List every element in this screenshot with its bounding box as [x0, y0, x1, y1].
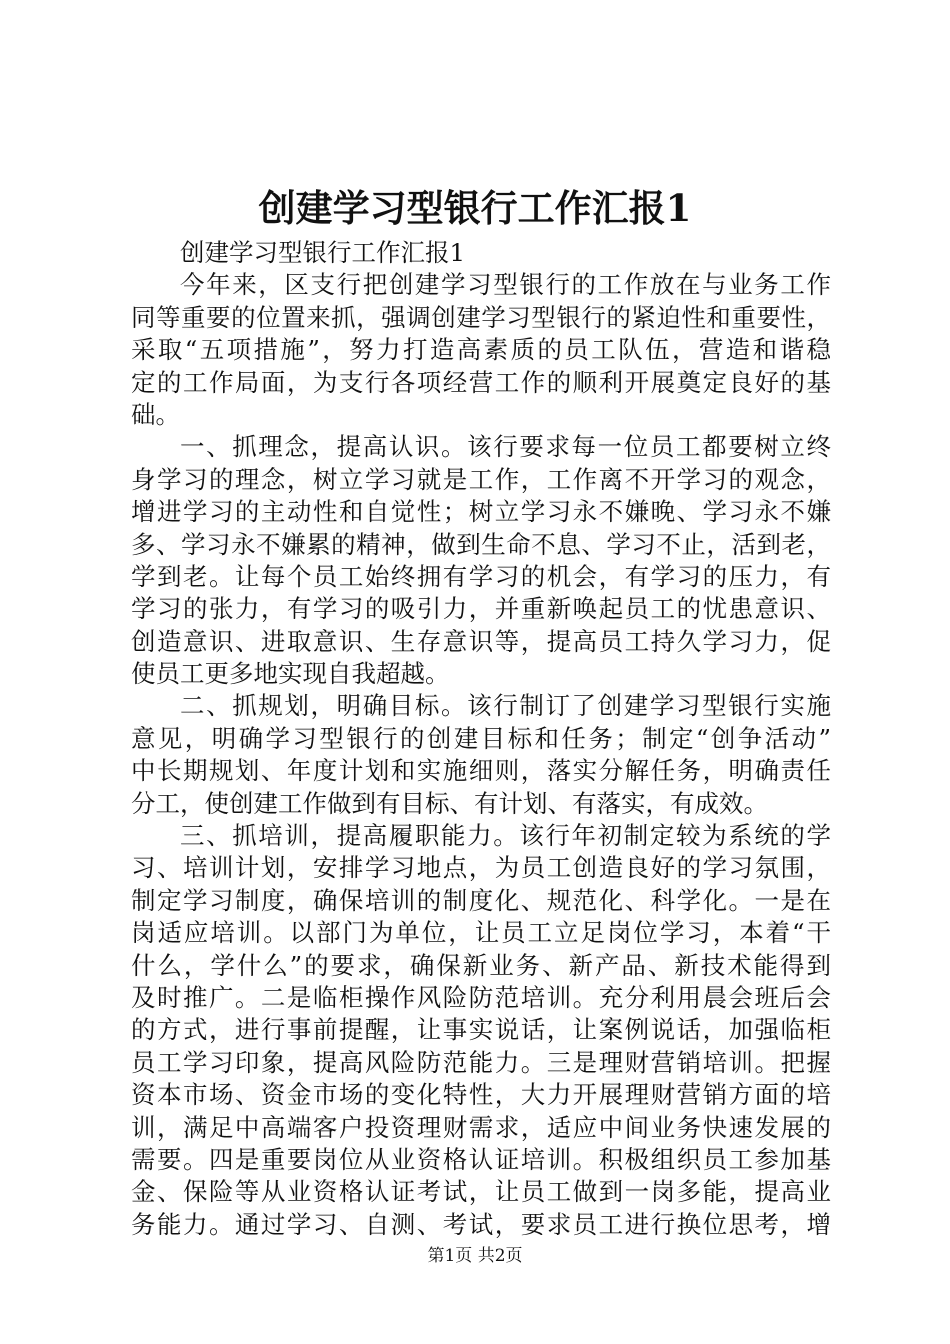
- paragraph-line: 定的工作局面，为支行各项经营工作的顺利开展奠定良好的基: [131, 367, 831, 397]
- paragraph-line: 制定学习制度，确保培训的制度化、规范化、科学化。一是在: [131, 885, 831, 915]
- paragraph-line: 同等重要的位置来抓，强调创建学习型银行的紧迫性和重要性，: [131, 302, 831, 332]
- paragraph-line: 增进学习的主动性和自觉性；树立学习永不嫌晚、学习永不嫌: [131, 497, 831, 527]
- paragraph-line: 员工学习印象，提高风险防范能力。三是理财营销培训。把握: [131, 1047, 831, 1077]
- paragraph-line: 二、抓规划，明确目标。该行制订了创建学习型银行实施: [180, 691, 831, 721]
- paragraph-line: 需要。四是重要岗位从业资格认证培训。积极组织员工参加基: [131, 1144, 831, 1174]
- paragraph-line: 一、抓理念，提高认识。该行要求每一位员工都要树立终: [180, 432, 831, 462]
- paragraph-line: 习、培训计划，安排学习地点，为员工创造良好的学习氛围，: [131, 853, 831, 883]
- paragraph-line: 分工，使创建工作做到有目标、有计划、有落实，有成效。: [131, 788, 768, 818]
- paragraph-line: 学习的张力，有学习的吸引力，并重新唤起员工的忧患意识、: [131, 594, 831, 624]
- paragraph-line: 训，满足中高端客户投资理财需求，适应中间业务快速发展的: [131, 1112, 831, 1142]
- paragraph-line: 学到老。让每个员工始终拥有学习的机会，有学习的压力，有: [131, 561, 831, 591]
- paragraph-line: 务能力。通过学习、自测、考试，要求员工进行换位思考，增: [131, 1209, 831, 1239]
- paragraph-line: 创造意识、进取意识、生存意识等，提高员工持久学习力，促: [131, 626, 831, 656]
- paragraph-line: 中长期规划、年度计划和实施细则，落实分解任务，明确责任: [131, 756, 831, 786]
- paragraph-line: 的方式，进行事前提醒，让事实说话，让案例说话，加强临柜: [131, 1015, 831, 1045]
- paragraph-line: 身学习的理念，树立学习就是工作，工作离不开学习的观念，: [131, 464, 831, 494]
- paragraph-line: 岗适应培训。以部门为单位，让员工立足岗位学习，本着“干: [131, 918, 831, 948]
- paragraph-line: 什么，学什么”的要求，确保新业务、新产品、新技术能得到: [131, 950, 831, 980]
- paragraph-line: 三、抓培训，提高履职能力。该行年初制定较为系统的学: [180, 821, 831, 851]
- paragraph-line: 意见，明确学习型银行的创建目标和任务；制定“创争活动”: [131, 723, 831, 753]
- paragraph-line: 资本市场、资金市场的变化特性，大力开展理财营销方面的培: [131, 1080, 831, 1110]
- document-body: [131, 237, 831, 1241]
- page-footer: 第1页 共2页: [427, 1246, 523, 1266]
- paragraph-line: 础。: [131, 399, 180, 429]
- paragraph-line: 金、保险等从业资格认证考试，让员工做到一岗多能，提高业: [131, 1177, 831, 1207]
- paragraph-line: 多、学习永不嫌累的精神，做到生命不息、学习不止，活到老，: [131, 529, 831, 559]
- paragraph-line: 使员工更多地实现自我超越。: [131, 659, 450, 689]
- document-title: 创建学习型银行工作汇报1: [258, 186, 692, 230]
- subtitle-line: 创建学习型银行工作汇报1: [180, 238, 466, 267]
- paragraph-line: 今年来，区支行把创建学习型银行的工作放在与业务工作: [180, 270, 831, 300]
- paragraph-line: 及时推广。二是临柜操作风险防范培训。充分利用晨会班后会: [131, 982, 831, 1012]
- paragraph-line: 采取“五项措施”，努力打造高素质的员工队伍，营造和谐稳: [131, 335, 831, 365]
